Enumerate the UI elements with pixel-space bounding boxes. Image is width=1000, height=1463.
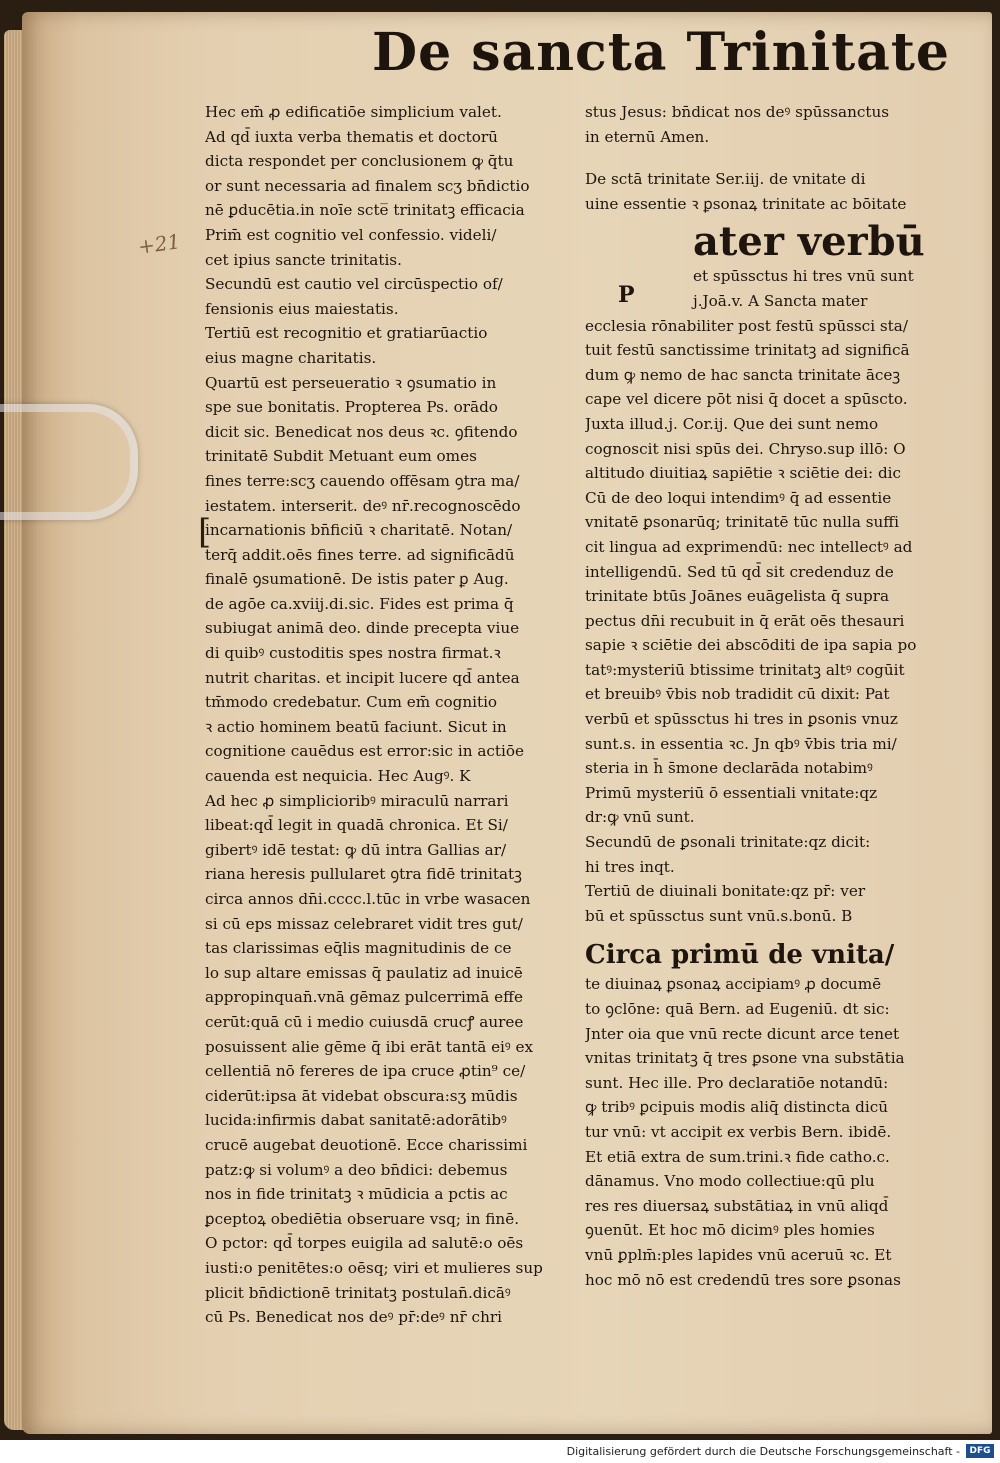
text-line: vnū ꝑplm̄:ples lapides vnū aceruū ꝛc. Et (585, 1245, 892, 1264)
text-line: dr:ꝙ vnū sunt. (585, 808, 695, 827)
text-line: posuissent alie gēme q̄ ibi erāt tantā eiꝰ ex (205, 1037, 534, 1056)
text-line: altitudo diuitiaꝝ sapiētie ꝛ sciētie dei: dic (585, 464, 902, 483)
text-line: riana heresis pullularet ꝯtra fidē trinitatꝫ (205, 865, 522, 884)
text-line: iestatem. interserit. deꝰ nr̄.recognoscēdo (205, 496, 521, 515)
margin-note: +21 (136, 229, 182, 259)
text-line: Secundū est cautio vel circūspectio of/ (205, 275, 503, 294)
text-line: appropinquan̄.vnā gēmaz pulcerrimā effe (205, 988, 523, 1007)
sermon-header-line: De sctā trinitate Ser.iij. de vnitate di (585, 170, 866, 189)
text-line: tuit festū sanctissime trinitatꝫ ad significā (585, 341, 910, 360)
text-line: fines terre:scʒ cauendo offēsam ꝯtra ma/ (205, 471, 520, 490)
text-line: cognoscit nisi spūs dei. Chryso.sup illō: O (585, 439, 906, 458)
text-line: cet ipius sancte trinitatis. (205, 250, 402, 269)
paper-clip (0, 404, 138, 520)
text-line: tatꝰ:mysteriū btissime trinitatꝫ altꝰ cogūit (585, 660, 905, 679)
text-line: Tertiū de diuinali bonitate:qz pr̄: ver (585, 882, 866, 901)
text-line: Tertiū est recognitio et gratiarūactio (205, 324, 488, 343)
text-line: cape vel dicere pōt nisi q̄ docet a spūscto. (585, 390, 908, 409)
text-line: trinitatē Subdit Metuant eum omes (205, 447, 477, 466)
text-line: intelligendū. Sed tū qd̄ sit credenduz de (585, 562, 894, 581)
footer-credit: Digitalisierung gefördert durch die Deutsche Forschungsgemeinschaft - (566, 1445, 960, 1458)
text-line: dānamus. Vno modo collectiue:qū plu (585, 1172, 875, 1191)
text-line: tur vnū: vt accipit ex verbis Bern. ibidē. (585, 1122, 892, 1141)
text-line: Primū mysteriū ō essentiali vnitate:qz (585, 783, 878, 802)
text-line: ꝑceptoꝝ obediētia obseruare vsq; in finē. (205, 1209, 520, 1228)
text-line: cit lingua ad exprimendū: nec intellectꝰ ad (585, 537, 913, 556)
text-line: lo sup altare emissas q̄ paulatiz ad inuicē (205, 963, 523, 982)
text-line: stus Jesus: bn̄dicat nos deꝰ spūssanctus (585, 103, 890, 121)
heading-large: ater verbū (693, 218, 925, 266)
text-line: Ad qd̄ iuxta verba thematis et doctorū (205, 127, 498, 146)
text-line: cerūt:quā cū i medio cuiusdā crucꝭ auree (205, 1012, 524, 1031)
text-line: Secundū de ꝑsonali trinitate:qz dicit: (585, 833, 871, 852)
text-line: dicit sic. Benedicat nos deus ꝛc. ꝯfitendo (205, 422, 518, 441)
text-line: tm̄modo credebatur. Cum em̄ cognitio (205, 693, 498, 712)
text-line: or sunt necessaria ad finalem scʒ bn̄dictio (205, 176, 530, 195)
sermon-header-line: uine essentie ꝛ ꝑsonaꝝ trinitate ac bōitate (585, 194, 907, 213)
text-line: Cū de deo loqui intendimꝰ q̄ ad essentie (585, 488, 892, 507)
left-column (205, 100, 580, 1330)
text-line: vnitas trinitatꝫ q̄ tres ꝑsone vna substātia (585, 1049, 905, 1068)
text-line: pectus dn̄i recubuit in q̄ erāt oēs thesauri (585, 611, 905, 630)
text-line: Quartū est perseueratio ꝛ ꝯsumatio in (205, 373, 497, 392)
text-line: to ꝯclōne: quā Bern. ad Eugeniū. dt sic: (585, 1000, 890, 1018)
text-line: Prim̄ est cognitio vel confessio. videli/ (205, 225, 497, 244)
text-line: circa annos dn̄i.cccc.l.tūc in vrbe wasacen (205, 890, 531, 908)
text-line: steria in h̄ s̄mone declarāda notabimꝰ (585, 759, 873, 778)
text-line: dicta respondet per conclusionem ꝙ q̄tu (205, 152, 514, 171)
text-line: si cū eps missaz celebraret vidit tres gut/ (205, 914, 523, 933)
text-line: patz:ꝙ si volumꝰ a deo bn̄dici: debemus (205, 1160, 508, 1179)
heading-circa: Circa primū de vnita/ (585, 940, 895, 971)
text-line: tas clarissimas eq̄lis magnitudinis de ce (205, 939, 512, 958)
text-line: libeat:qd̄ legit in quadā chronica. Et Si/ (205, 816, 508, 835)
text-line: nē ꝑducētia.in noīe scte̅ trinitatꝫ efficacia (205, 201, 525, 220)
text-line: plicit bn̄dictionē trinitatꝫ postulan̄.dicāꝰ (205, 1283, 511, 1302)
text-line: terq̄ addit.oēs fines terre. ad significādū (205, 545, 515, 564)
text-line: res res diuersaꝝ substātiaꝝ in vnū aliqd̄ (585, 1196, 889, 1215)
text-line: O pctor: qd̄ torpes euigila ad salutē:o oēs (205, 1234, 524, 1253)
text-line: sapie ꝛ sciētie dei abscōditi de ipa sapia po (585, 636, 917, 655)
text-line: ꝯuenūt. Et hoc mō dicimꝰ ples homies (585, 1221, 875, 1240)
text-line: ꝛ actio hominem beatū faciunt. Sicut in (205, 717, 507, 736)
text-line: incarnationis bn̄ficiū ꝛ charitatē. Notan/ (205, 521, 513, 540)
text-line: Ad hec ꝓ simplicioribꝰ miraculū narrari (205, 791, 509, 810)
text-line: trinitate btūs Joānes euāgelista q̄ supra (585, 587, 890, 606)
text-line: finalē ꝯsumationē. De istis pater ꝑ Aug. (205, 570, 509, 589)
text-line: Juxta illud.j. Cor.ij. Que dei sunt nemo (585, 414, 879, 433)
text-line: sunt. Hec ille. Pro declaratiōe notandū: (585, 1073, 889, 1092)
text-line: cauenda est nequicia. Hec Augꝰ. K (205, 767, 471, 786)
text-line: bū et spūssctus sunt vnū.s.bonū. B (585, 906, 853, 925)
text-line: fensionis eius maiestatis. (205, 299, 399, 318)
text-line: Jnter oia que vnū recte dicunt arce tenet (585, 1024, 900, 1043)
text-line: eius magne charitatis. (205, 348, 377, 367)
text-line: te diuinaꝝ ꝑsonaꝝ accipiamꝰ ꝓ documē (585, 975, 882, 994)
text-line: di quibꝰ custoditis spes nostra firmat.ꝛ (205, 644, 501, 663)
text-line: ciderūt:ipsa āt videbat obscura:sʒ mūdis (205, 1086, 518, 1105)
text-line: ecclesia rōnabiliter post festū spūssci sta/ (585, 316, 908, 335)
page-title: De sancta Trinitate (372, 22, 950, 83)
text-line: et spūssctus hi tres vnū sunt (693, 267, 914, 286)
text-line: iusti:o penitētes:o oēsq; viri et mulieres sup (205, 1258, 543, 1277)
text-line: de agōe ca.xviij.di.sic. Fides est prima q̄ (205, 594, 514, 613)
text-line: cū Ps. Benedicat nos deꝰ pr̄:deꝰ nr̄ chri (205, 1308, 502, 1327)
text-line: gibertꝰ idē testat: ꝙ dū intra Gallias ar/ (205, 840, 507, 859)
margin-bracket: [ (198, 512, 212, 552)
text-line: j.Joā.v. A Sancta mater (693, 291, 868, 310)
text-line: cellentiā nō fereres de ipa cruce ꝓtin⁹ ce/ (205, 1062, 526, 1081)
text-line: cognitione cauēdus est error:sic in actiōe (205, 742, 525, 761)
text-line: subiugat animā deo. dinde precepta viue (205, 619, 520, 638)
right-column (585, 100, 970, 1292)
drop-initial: P (618, 282, 635, 308)
text-line: crucē augebat deuotionē. Ecce charissimi (205, 1135, 528, 1154)
dfg-logo: DFG (966, 1444, 994, 1458)
text-line: verbū et spūssctus hi tres in ꝑsonis vnuz (585, 710, 898, 729)
footer (0, 1440, 1000, 1463)
text-line: et breuibꝰ v̄bis nob tradidit cū dixit: Pat (585, 685, 890, 704)
text-line: nos in fide trinitatꝫ ꝛ mūdicia a pctis ac (205, 1185, 508, 1204)
text-line: sunt.s. in essentia ꝛc. Jn qbꝰ v̄bis tria mi/ (585, 734, 897, 753)
text-line: lucida:infirmis dabat sanitatē:adorātibꝰ (205, 1111, 507, 1130)
text-line: Et etiā extra de sum.trini.ꝛ fide catho.c. (585, 1147, 890, 1166)
text-line: hoc mō nō est credendū tres sore ꝑsonas (585, 1270, 901, 1289)
text-line: dum ꝙ nemo de hac sancta trinitate āceꝫ (585, 365, 901, 384)
text-line: spe sue bonitatis. Propterea Ps. orādo (205, 398, 498, 417)
text-line: ꝙ tribꝰ ꝑcipuis modis aliq̄ distincta dicū (585, 1098, 889, 1117)
text-line: vnitatē ꝑsonarūq; trinitatē tūc nulla suffi (585, 513, 899, 532)
text-line: Hec em̄ ꝓ edificatiōe simplicium valet. (205, 103, 502, 121)
text-line: nutrit charitas. et incipit lucere qd̄ antea (205, 668, 520, 687)
text-line: hi tres inqt. (585, 857, 675, 876)
text-line: in eternū Amen. (585, 127, 710, 146)
